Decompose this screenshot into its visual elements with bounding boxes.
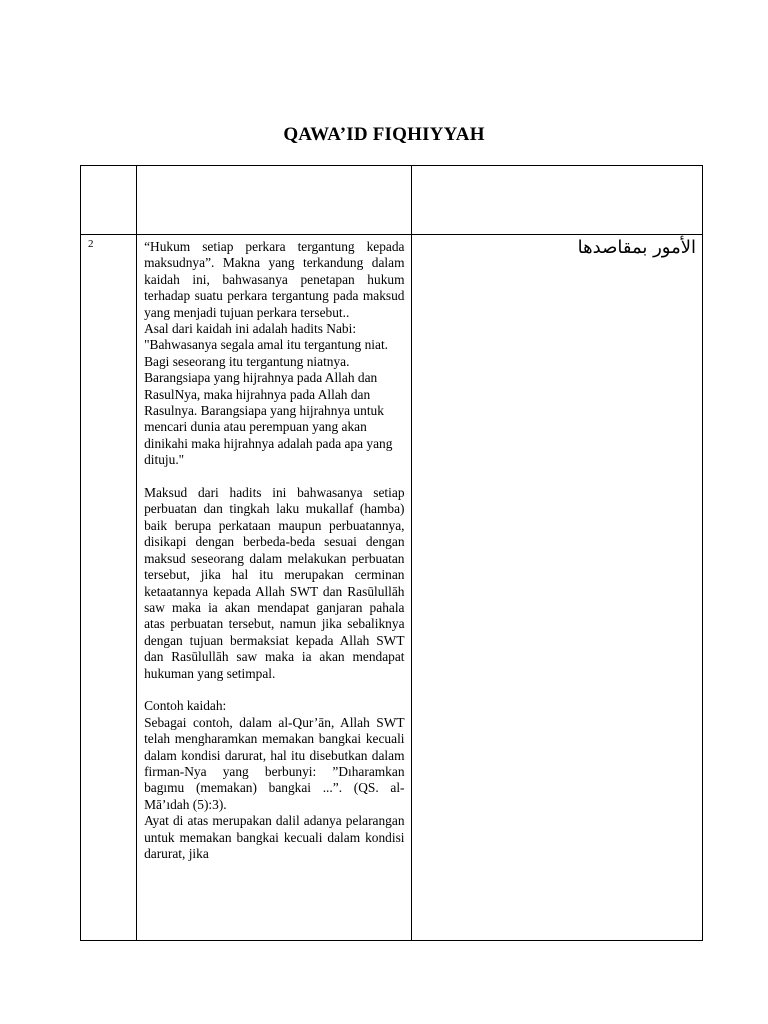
table-header-row: [81, 166, 703, 235]
row-number-cell: [81, 235, 137, 941]
header-cell-description: [137, 166, 411, 235]
paragraph-gap: [144, 469, 404, 485]
description-paragraph: Maksud dari hadits ini bahwasanya setiap perbuatan dan tingkah laku mukallaf (hamba) baik berupa perkataan maupun perbuatannya, disikapi dengan berbeda-beda sesuai dengan maksud seseorang dalam melakukan perbuatan tersebut, jika hal itu merupakan cerminan ketaatannya kepada Allah SWT dan Rasūlullāh saw maka ia akan mendapat ganjaran pahala atas perbuatan tersebut, namun jika sebaliknya dengan tujuan bermaksiat kepada Allah SWT dan Rasūlullāh saw maka ia akan mendapat hukuman yang setimpal.: [144, 485, 405, 681]
row-description: [137, 235, 410, 939]
row-description-cell: [137, 235, 411, 941]
description-paragraph: Asal dari kaidah ini adalah hadits Nabi: "Bahwasanya segala amal itu tergantung niat. Bagi seseorang itu tergantung niatnya. Barangsiapa yang hijrahnya pada Allah dan RasulNya, maka hijrahnya pada Allah dan Rasulnya. Barangsiapa yang hijrahnya untuk mencari dunia atau perempuan yang akan dinikahi maka hijrahnya adalah pada apa yang dituju.": [144, 321, 393, 468]
table-row: [81, 235, 703, 941]
description-paragraph: Contoh kaidah:: [144, 698, 227, 714]
arabic-rule: الأمور بمقاصدها: [577, 237, 696, 258]
description-paragraph: “Hukum setiap perkara tergantung kepada maksudnya”. Makna yang terkandung dalam kaidah ini, bahwasanya penetapan hukum terhadap suatu perkara tergantung pada maksud yang menjadi tujuan perkara tersebut..: [144, 239, 405, 320]
header-cell-arabic: [411, 166, 702, 235]
row-arabic-cell: [411, 235, 702, 941]
description-paragraph: Sebagai contoh, dalam al-Qur’ān, Allah SWT telah mengharamkan memakan bangkai kecuali dalam kondisi darurat, hal itu disebutkan dalam firman-Nya yang berbunyi: ”Dıharamkan bagımu (memakan) bangkai ...”. (QS. al-Mā’ıdah (5):3).: [144, 714, 405, 812]
header-cell-number: [81, 166, 137, 235]
qawaid-table: [80, 165, 703, 941]
page-title: QAWA’ID FIQHIYYAH: [283, 124, 485, 145]
row-number: 2: [88, 238, 94, 250]
description-paragraph: Ayat di atas merupakan dalil adanya pelarangan untuk memakan bangkai kecuali dalam kondisi darurat, jika: [144, 813, 405, 861]
paragraph-gap: [144, 682, 404, 698]
